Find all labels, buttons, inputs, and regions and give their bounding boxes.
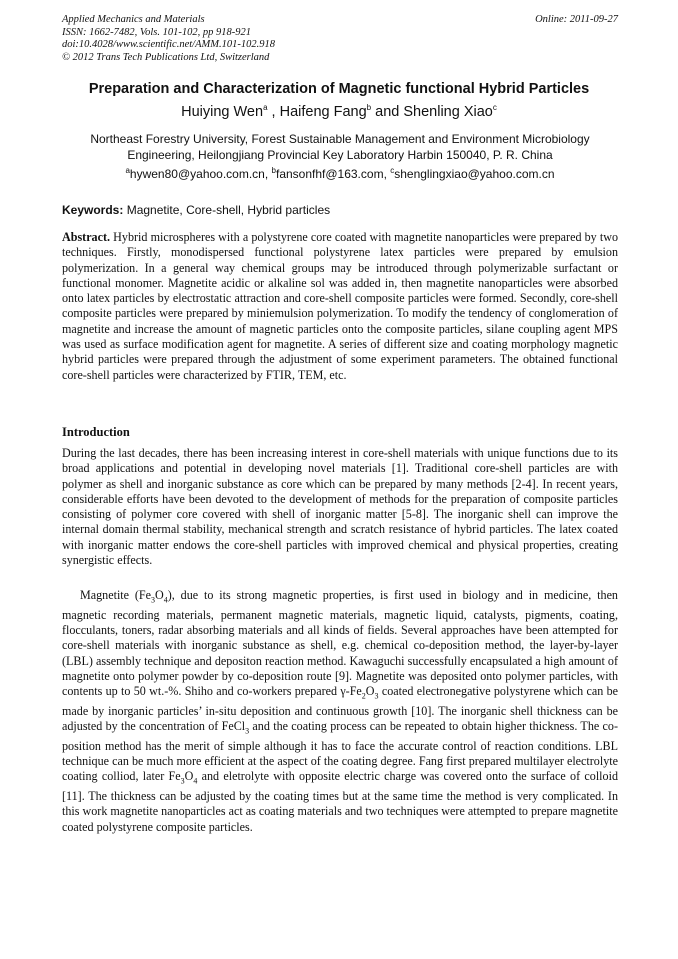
abstract-label: Abstract. <box>62 230 111 244</box>
journal-header <box>62 14 618 64</box>
keywords <box>62 203 618 217</box>
author-name: Shenling Xiao <box>403 103 493 120</box>
paper-title: Preparation and Characterization of Magnetic functional Hybrid Particles <box>88 81 590 97</box>
text-run: ), due to its strong magnetic properties, is first used in biology and in medicine, then magnetic recording materials, permanent magnetic materials, magnetic liquid, catalysts, pigments, coating, flocculants, toners, radar absorbing materials and all kinds of fields. Several approaches have been attempted for core-shell materials with inorganic substance as shell, e.g. chemical co-deposition method, the layer-by-layer (LBL) assembly technique and depositon reaction method. Kawaguchi successfully encapsulated a high amount of magnetite onto polymer powder by co-deposition route [9]. Magnetite was deposited onto polymer particles, with contents up to 50 wt.-%. Shiho and co-workers prepared γ-Fe <box>62 588 618 699</box>
subscript: 3 <box>245 726 250 736</box>
author-emails: $^a$hywen80@yahoo.com.cn, $^b$fansonfhf@163.com, $^c$shenglingxiao@yahoo.com.cn <box>125 166 555 181</box>
subscript: 4 <box>193 776 198 786</box>
author-name: Huiying Wen <box>181 103 264 120</box>
email-address[interactable]: fansonfhf@163.com <box>275 167 384 181</box>
subscript: 2 <box>361 691 366 701</box>
text-run: O <box>365 684 375 699</box>
text-run: and the coating process can be repeated to obtain higher thickness. The co-position method has the merit of simple although it has to face the accurate control of reaction conditions. LBL technique can be much more efficient at the aspect of the coating degree. Fang first prepared multilayer electrolyte coating colliod, later Fe <box>62 719 618 784</box>
affiliation <box>62 131 618 163</box>
intro-paragraph: During the last decades, there has been increasing interest in core-shell materials with unique functions due to its broad applications and potential in developing novel materials [1]. Traditional core-shell particles are with polymer as shell and inorganic substance as core which can be prepared by many methods [2-4]. In recent years, considerable efforts have been devoted to the development of methods for the preparation of composite particles consisting of polymer core covered with shell of inorganic matter [5-8]. The inorganic shell can improve the internal domain thermal stability, mechanical strength and scratch resistance of hybrid particles. The latex coated with inorganic matter endows the core-shell particles with improved chemical and physical properties, creating synergistic effects. <box>62 446 618 568</box>
email-address[interactable]: hywen80@yahoo.com.cn <box>129 167 265 181</box>
journal-issn: ISSN: 1662-7482, Vols. 101-102, pp 918-921 <box>62 26 251 38</box>
text-run: coated electronegative polystyrene which can be made by inorganic particles’ in-situ deposition and continuous growth [10]. The inorganic shell thickness can be adjusted by the concentration of FeCl <box>62 684 618 734</box>
subscript: 3 <box>151 595 156 605</box>
subscript: 4 <box>163 595 168 605</box>
affiliation-line: Engineering, Heilongjiang Provincial Key Laboratory Harbin 150040, P. R. China <box>127 148 553 162</box>
author-mark: a <box>263 103 268 112</box>
author-separator: , <box>267 103 280 120</box>
author-mark: c <box>492 103 497 112</box>
journal-doi: doi:10.4028/www.scientific.net/AMM.101-102.918 <box>62 39 275 50</box>
section-heading: Introduction <box>62 425 130 439</box>
email-address[interactable]: shenglingxiao@yahoo.com.cn <box>394 167 555 181</box>
email-mark: c <box>390 166 395 175</box>
keywords-label: Keywords: <box>62 203 124 217</box>
author-separator: and <box>371 103 404 120</box>
abstract <box>62 230 618 383</box>
abstract-text: Hybrid microspheres with a polystyrene core coated with magnetite nanoparticles were prepared by two techniques. Firstly, monodispersed functional polystyrene latex particles were prepared by emulsion polymerization. In a general way chemical groups may be introduced through polymerizable surfactant or functional monomer. Magnetite acidic or alkaline sol was added in, then magnetite nanoparticles were absorbed onto latex particles by electrostatic attraction and core-shell composite particles were formed. Secondly, core-shell composite particles were prepared by miniemulsion polymerization. To modify the tendency of conglomeration of magnetite and increase the amount of magnetic particles onto the composite particles, silane coupling agent MPS was used as surface modification agent for magnetite. A series of different size and coating morphology magnetic hybrid particles were prepared through the adjustment of some experiment parameters. The obtained functional core-shell particles were characterized by FTIR, TEM, etc. <box>62 230 618 382</box>
author-name: Haifeng Fang <box>279 103 367 120</box>
affiliation-line: Northeast Forestry University, Forest Sustainable Management and Environment Microbiology <box>90 132 590 146</box>
subscript: 3 <box>374 691 379 701</box>
author-list <box>40 103 638 120</box>
text-run: and eletrolyte with opposite electric charge was covered onto the surface of colloid [11]. The thickness can be adjusted by the coating times but at the same time the method is very complicated. In this work magnetite nanoparticles act as coating materials and two techniques were attempted to prepare magnetite coated polystyrene composite particles. <box>62 769 618 834</box>
subscript: 3 <box>180 776 185 786</box>
author-mark: b <box>366 103 372 112</box>
journal-copyright: © 2012 Trans Tech Publications Ltd, Switzerland <box>62 51 270 63</box>
email-mark: b <box>271 166 276 175</box>
email-mark: a <box>125 166 130 175</box>
text-run: O <box>184 769 194 784</box>
text-run: Magnetite (Fe <box>80 588 152 602</box>
keywords-list: Magnetite, Core-shell, Hybrid particles <box>126 203 331 217</box>
intro-paragraph <box>62 588 618 835</box>
online-date: Online: 2011-09-27 <box>535 14 618 25</box>
journal-name: Applied Mechanics and Materials <box>62 14 205 25</box>
text-run: O <box>155 588 164 602</box>
